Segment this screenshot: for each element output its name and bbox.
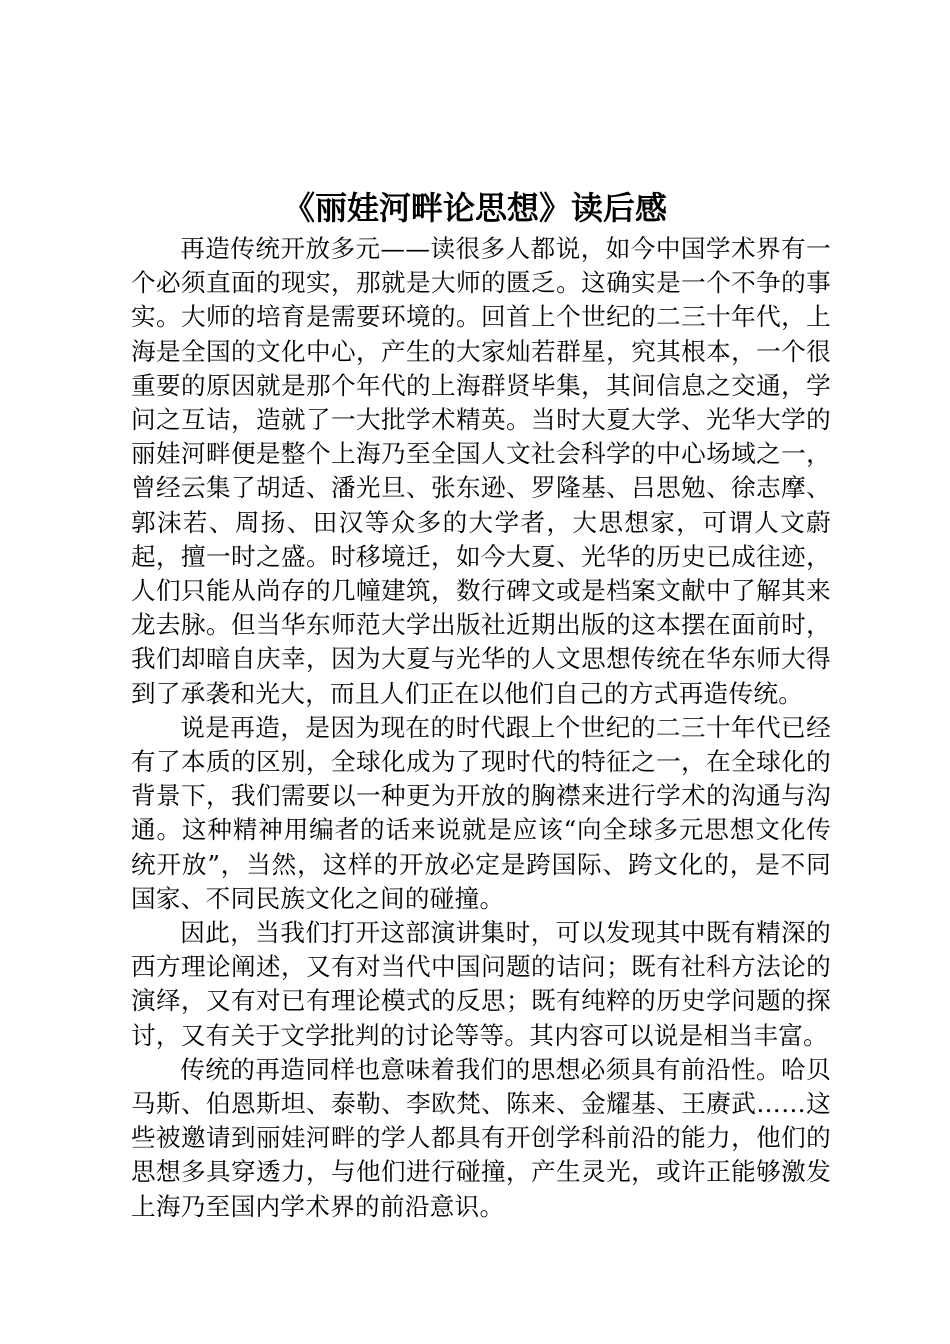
paragraph: 再造传统开放多元——读很多人都说，如今中国学术界有一个必须直面的现实，那就是大师的匮乏。这确实是一个不争的事实。大师的培育是需要环境的。回首上个世纪的二三十年代，上海是全国的文化中心，产生的大家灿若群星，究其根本，一个很重要的原因就是那个年代的上海群贤毕集，其间信息之交通，学问之互诘，造就了一大批学术精英。当时大夏大学、光华大学的丽娃河畔便是整个上海乃至全国人文社会科学的中心场域之一，曾经云集了胡适、潘光旦、张东逊、罗隆基、吕思勉、徐志摩、郭沫若、周扬、田汉等众多的大学者，大思想家，可谓人文蔚起，擅一时之盛。时移境迁，如今大夏、光华的历史已成往迹，人们只能从尚存的几幢建筑，数行碑文或是档案文献中了解其来龙去脉。但当华东师范大学出版社近期出版的这本摆在面前时，我们却暗自庆幸，因为大夏与光华的人文思想传统在华东师大得到了承袭和光大，而且人们正在以他们自己的方式再造传统。 [131, 234, 831, 708]
document-title: 《丽娃河畔论思想》读后感 [282, 189, 667, 227]
paragraph: 说是再造，是因为现在的时代跟上个世纪的二三十年代已经有了本质的区别，全球化成为了现时代的特征之一，在全球化的背景下，我们需要以一种更为开放的胸襟来进行学术的沟通与沟通。这种精神用编者的话来说就是应该“向全球多元思想文化传统开放”，当然，这样的开放必定是跨国际、跨文化的，是不同国家、不同民族文化之间的碰撞。 [131, 712, 831, 913]
document-body [131, 232, 831, 1224]
paragraph: 传统的再造同样也意味着我们的思想必须具有前沿性。哈贝马斯、伯恩斯坦、泰勒、李欧梵、陈来、金耀基、王赓武……这些被邀请到丽娃河畔的学人都具有开创学科前沿的能力，他们的思想多具穿透力，与他们进行碰撞，产生灵光，或许正能够激发上海乃至国内学术界的前沿意识。 [131, 1054, 831, 1221]
paragraph: 因此，当我们打开这部演讲集时，可以发现其中既有精深的西方理论阐述，又有对当代中国问题的诘问；既有社科方法论的演绎，又有对已有理论模式的反思；既有纯粹的历史学问题的探讨，又有关于文学批判的讨论等等。其内容可以说是相当丰富。 [131, 918, 831, 1050]
